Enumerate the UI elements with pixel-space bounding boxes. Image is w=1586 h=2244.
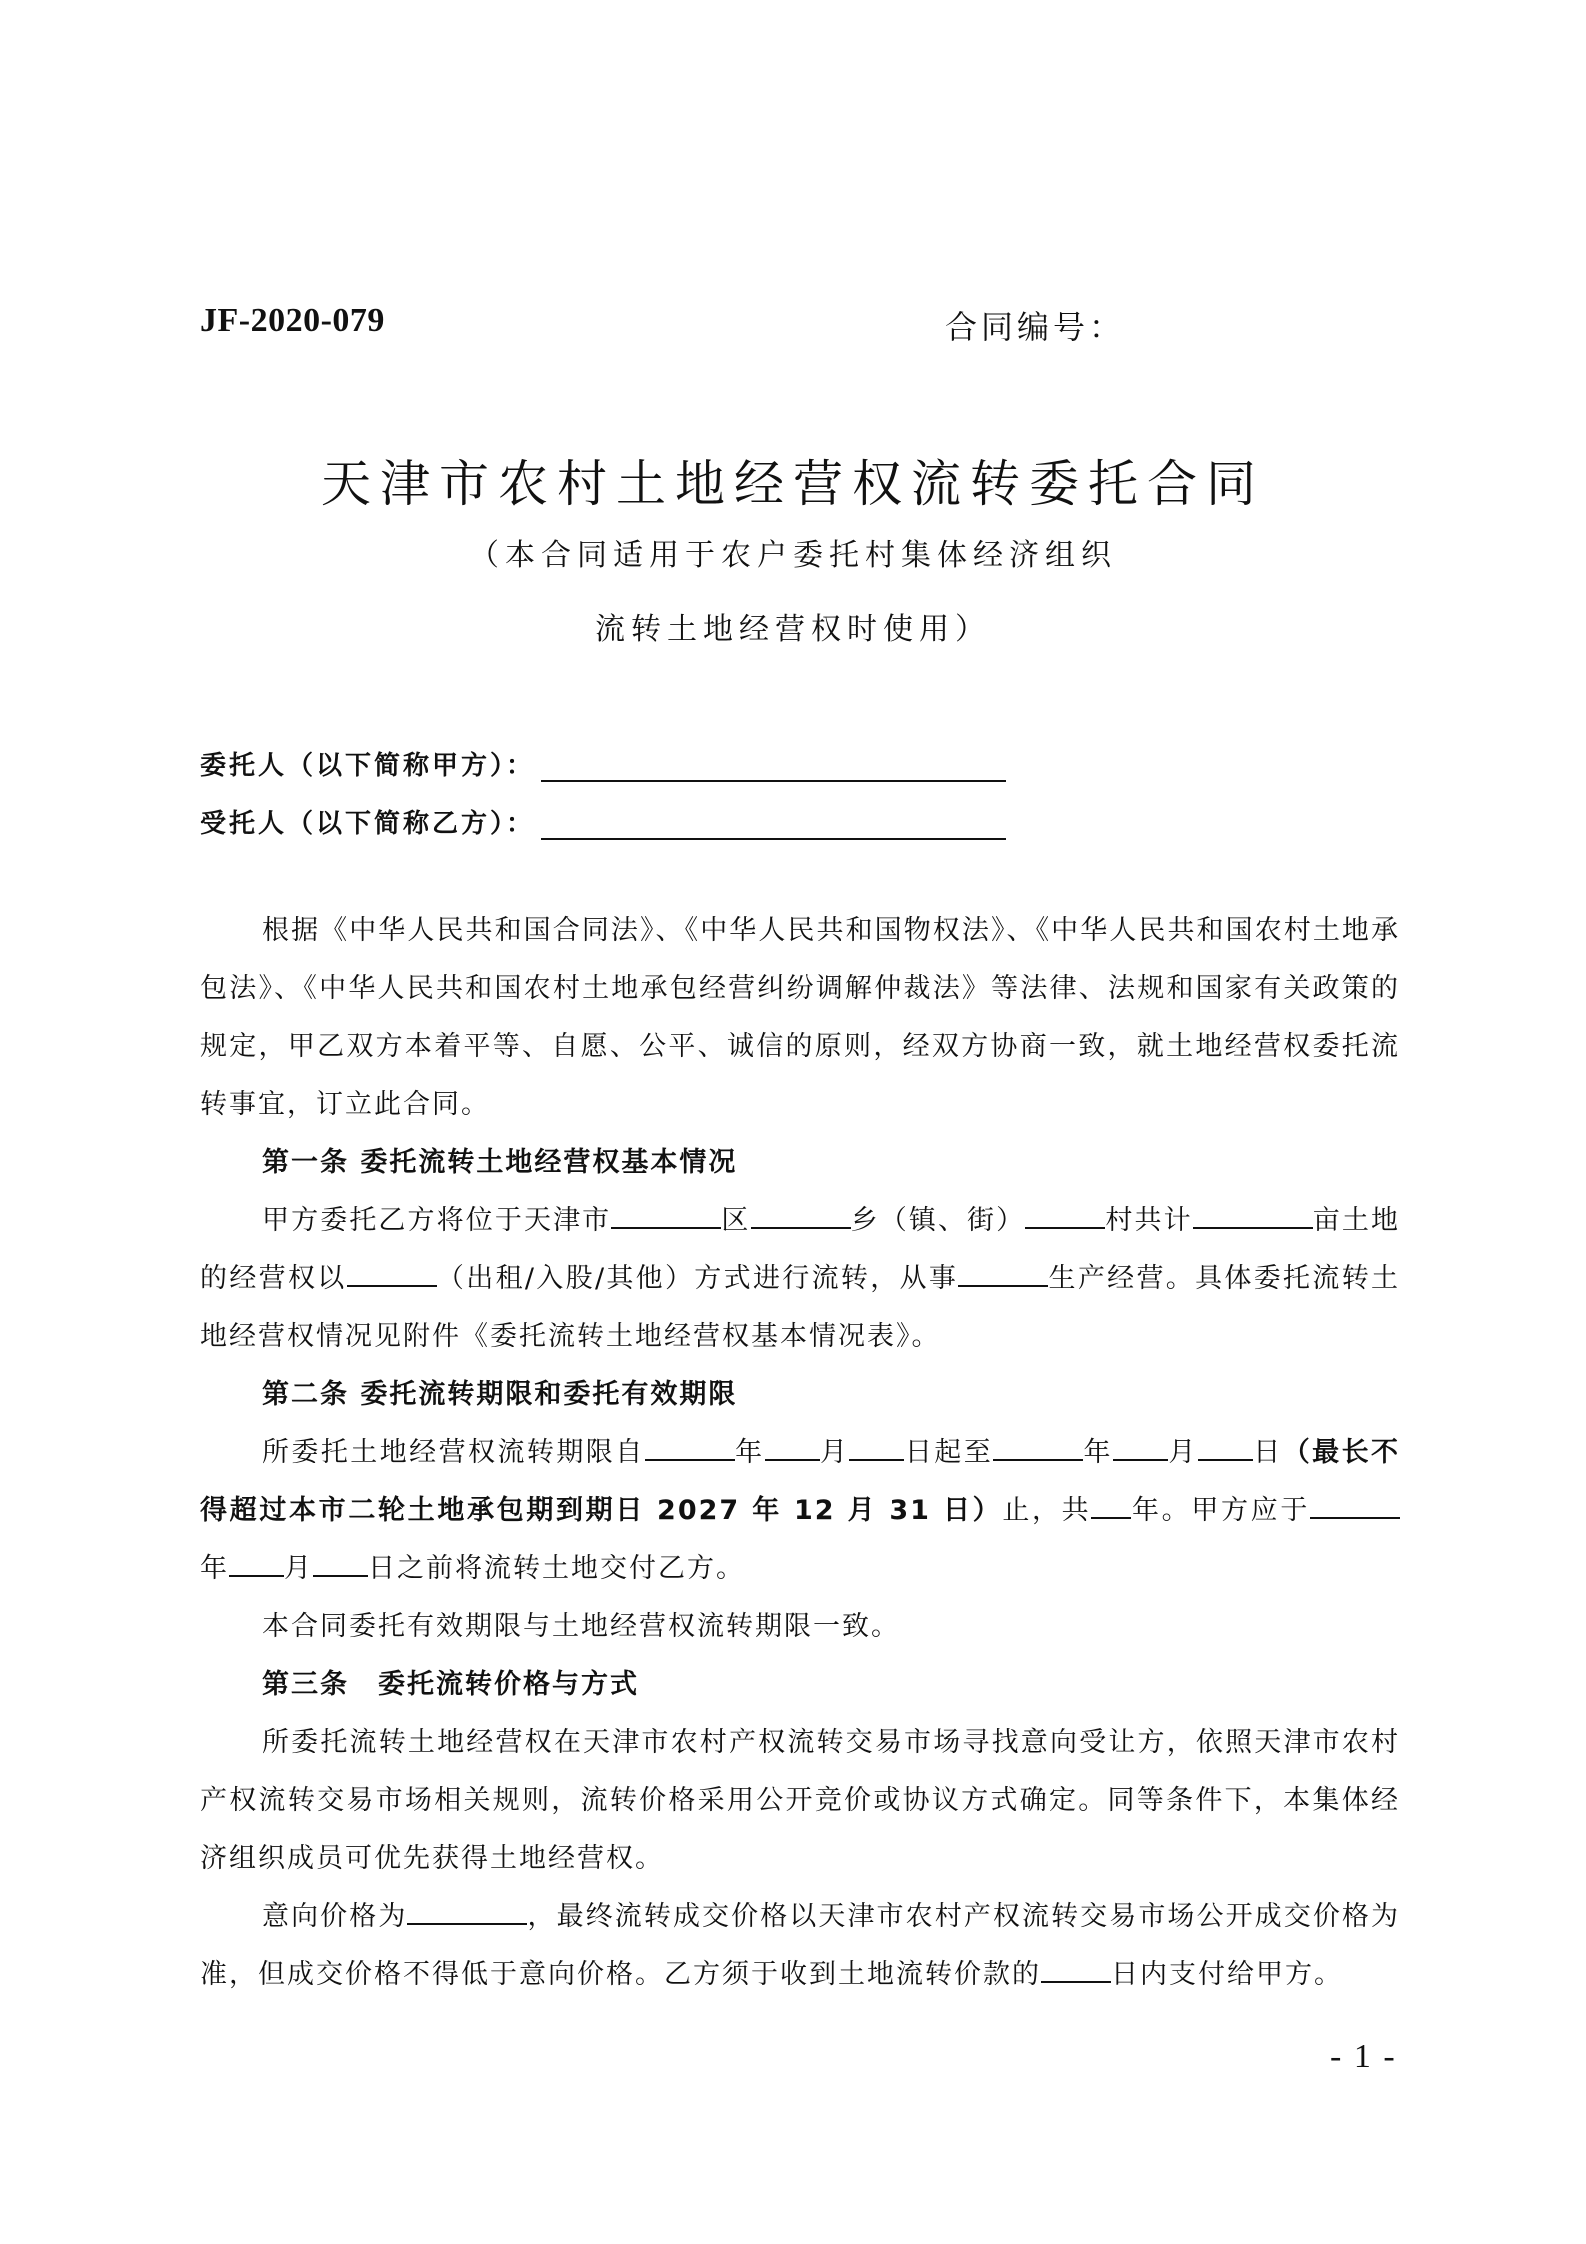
start-month-blank (765, 1435, 820, 1461)
article3-paragraph2 (200, 1888, 1400, 2004)
article2-paragraph (200, 1424, 1400, 1598)
article2-validity: 本合同委托有效期限与土地经营权流转期限一致。 (262, 1611, 900, 1642)
article2-text3: 年。甲方应于 (1131, 1495, 1311, 1526)
delivery-day-blank (313, 1551, 368, 1577)
article2-day2: 日 (1252, 1437, 1283, 1468)
preamble-paragraph: 根据《中华人民共和国合同法》、《中华人民共和国物权法》、《中华人民共和国农村土地承包法》、《中华人民共和国农村土地承包经营纠纷调解仲裁法》等法律、法规和国家有关政策的规定，甲乙双方本着平等、自愿、公平、诚信的原则，经双方协商一致，就土地经营权委托流转事宜，订立此合同。 (200, 915, 1400, 1120)
article2-month1: 月 (819, 1437, 850, 1468)
article1-text6: （出租/入股/其他）方式进行流转，从事 (436, 1263, 959, 1294)
article3-text-b: ，最终流转成交价格以天津市农村产权流转交易市场公开成交价格为准，但成交价格不得低于意向价格。乙方须于收到土地流转价款的 (200, 1901, 1401, 1990)
start-year-blank (645, 1435, 735, 1461)
delivery-year-blank (1310, 1493, 1400, 1519)
total-years-blank (1091, 1493, 1131, 1519)
contract-title: 天津市农村土地经营权流转委托合同 (321, 455, 1265, 513)
article1-text1: 甲方委托乙方将位于天津市 (262, 1205, 612, 1236)
agent-blank (541, 810, 1006, 840)
article2-text2: 止，共 (1002, 1495, 1092, 1526)
contract-number-label: 合同编号： (945, 308, 1126, 346)
article2-text1: 所委托土地经营权流转期限自 (262, 1437, 645, 1468)
article1-paragraph (200, 1192, 1400, 1366)
article3-text-a: 意向价格为 (262, 1901, 408, 1932)
principal-row (200, 742, 1006, 782)
agent-row (200, 800, 1006, 840)
production-blank (958, 1261, 1048, 1287)
article3-paragraph1: 所委托流转土地经营权在天津市农村产权流转交易市场寻找意向受让方，依照天津市农村产权流转交易市场相关规则，流转价格采用公开竞价或协议方式确定。同等条件下，本集体经济组织成员可优先获得土地经营权。 (200, 1727, 1400, 1874)
article2-month3: 月 (284, 1553, 313, 1584)
article2-month2: 月 (1168, 1437, 1198, 1468)
article1-text4: 村共计 (1105, 1205, 1193, 1236)
article2-heading: 第二条 委托流转期限和委托有效期限 (262, 1379, 738, 1410)
article2-limit-note: （最长不得超过本市二轮土地承包期到期日 2027 年 12 月 31 日） (200, 1437, 1401, 1526)
end-month-blank (1113, 1435, 1168, 1461)
article1-text5: 亩土地的经营权以 (200, 1205, 1401, 1294)
article1-text7: 生产经营。具体委托流转土地经营权情况见附件《委托流转土地经营权基本情况表》。 (200, 1263, 1401, 1352)
start-day-blank (849, 1435, 904, 1461)
payment-days-blank (1041, 1957, 1111, 1983)
principal-label: 委托人（以下简称甲方）： (200, 751, 536, 781)
article2-from: 日起至 (904, 1437, 994, 1468)
article2-text4: 日之前将流转土地交付乙方。 (368, 1553, 745, 1584)
end-year-blank (993, 1435, 1083, 1461)
article1-text2: 区 (721, 1205, 751, 1236)
article2-year3: 年 (200, 1553, 229, 1584)
article1-heading: 第一条 委托流转土地经营权基本情况 (262, 1147, 738, 1178)
document-code: JF-2020-079 (200, 302, 385, 339)
township-blank (751, 1203, 851, 1229)
article3-heading: 第三条 委托流转价格与方式 (262, 1669, 639, 1700)
method-blank (347, 1261, 437, 1287)
delivery-month-blank (229, 1551, 284, 1577)
village-blank (1025, 1203, 1105, 1229)
contract-subtitle-line2: 流转土地经营权时使用） (595, 612, 991, 647)
article2-year2: 年 (1083, 1437, 1113, 1468)
end-day-blank (1198, 1435, 1253, 1461)
contract-subtitle-line1: （本合同适用于农户委托村集体经济组织 (469, 538, 1117, 573)
page-number: - 1 - (1330, 2038, 1397, 2075)
article2-year1: 年 (734, 1437, 765, 1468)
contract-body (200, 902, 1400, 2004)
intended-price-blank (407, 1899, 527, 1925)
district-blank (611, 1203, 721, 1229)
document-header (200, 302, 1400, 352)
article1-text3: 乡（镇、街） (850, 1205, 1026, 1236)
article3-text-c: 日内支付给甲方。 (1111, 1959, 1343, 1990)
principal-blank (541, 752, 1006, 782)
agent-label: 受托人（以下简称乙方）： (200, 809, 536, 839)
area-blank (1193, 1203, 1313, 1229)
